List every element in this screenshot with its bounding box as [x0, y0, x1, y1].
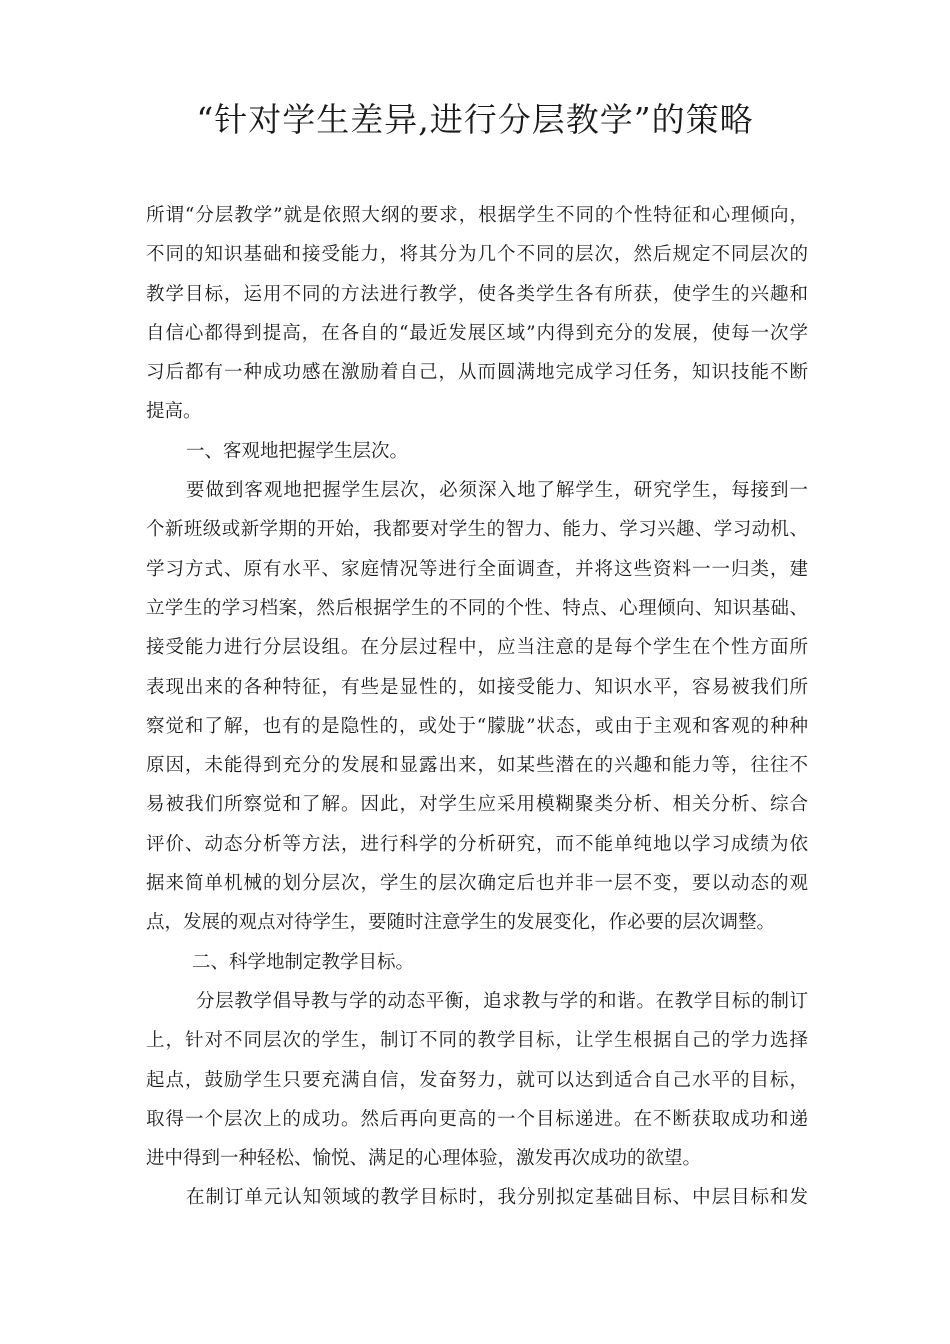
text-line: 接受能力进行分层设组。在分层过程中，应当注意的是每个学生在个性方面所 [146, 637, 808, 659]
text-line: 原因，未能得到充分的发展和显露出来，如某些潜在的兴趣和能力等，往往不 [146, 755, 808, 777]
text-line: 取得一个层次上的成功。然后再向更高的一个目标递进。在不断获取成功和递 [146, 1108, 808, 1130]
section-heading-1: 一、客观地把握学生层次。 [186, 440, 409, 462]
text-line: 察觉和了解，也有的是隐性的，或处于“朦胧”状态，或由于主观和客观的种种 [146, 715, 808, 737]
text-line: 自信心都得到提高，在各自的“最近发展区域”内得到充分的发展，使每一次学 [146, 322, 808, 344]
text-line: 表现出来的各种特征，有些是显性的，如接受能力、知识水平，容易被我们所 [146, 676, 808, 698]
text-line: 教学目标，运用不同的方法进行教学，使各类学生各有所获，使学生的兴趣和 [146, 283, 808, 305]
text-line: 立学生的学习档案，然后根据学生的不同的个性、特点、心理倾向、知识基础、 [146, 597, 808, 619]
text-line: 点，发展的观点对待学生，要随时注意学生的发展变化，作必要的层次调整。 [146, 912, 776, 934]
text-line: 进中得到一种轻松、愉悦、满足的心理体验，激发再次成功的欲望。 [146, 1148, 702, 1170]
text-line: 提高。 [146, 401, 202, 423]
text-line: 据来简单机械的划分层次，学生的层次确定后也并非一层不变，要以动态的观 [146, 873, 808, 895]
text-line: 易被我们所察觉和了解。因此，对学生应采用模糊聚类分析、相关分析、综合 [146, 794, 808, 816]
document-body [146, 196, 808, 1218]
text-line: 个新班级或新学期的开始，我都要对学生的智力、能力、学习兴趣、学习动机、 [146, 519, 808, 541]
text-line: 在制订单元认知领域的教学目标时，我分别拟定基础目标、中层目标和发 [186, 1187, 808, 1209]
document-title: “针对学生差异,进行分层教学”的策略 [196, 100, 754, 139]
text-line: 不同的知识基础和接受能力，将其分为几个不同的层次，然后规定不同层次的 [146, 244, 808, 266]
text-line: 评价、动态分析等方法，进行科学的分析研究，而不能单纯地以学习成绩为依 [146, 833, 808, 855]
text-line: 学习方式、原有水平、家庭情况等进行全面调查，并将这些资料一一归类，建 [146, 558, 808, 580]
text-line: 所谓“分层教学”就是依照大纲的要求，根据学生不同的个性特征和心理倾向， [146, 205, 808, 226]
text-line: 分层教学倡导教与学的动态平衡，追求教与学的和谐。在教学目标的制订 [196, 990, 808, 1012]
text-line: 要做到客观地把握学生层次，必须深入地了解学生，研究学生，每接到一 [186, 480, 808, 502]
section-heading-2: 二、科学地制定教学目标。 [192, 951, 415, 973]
text-line: 习后都有一种成功感在激励着自己，从而圆满地完成学习任务，知识技能不断 [146, 362, 808, 384]
text-line: 上，针对不同层次的学生，制订不同的教学目标，让学生根据自己的学力选择 [146, 1030, 808, 1052]
text-line: 起点，鼓励学生只要充满自信，发奋努力，就可以达到适合自己水平的目标， [146, 1069, 808, 1091]
